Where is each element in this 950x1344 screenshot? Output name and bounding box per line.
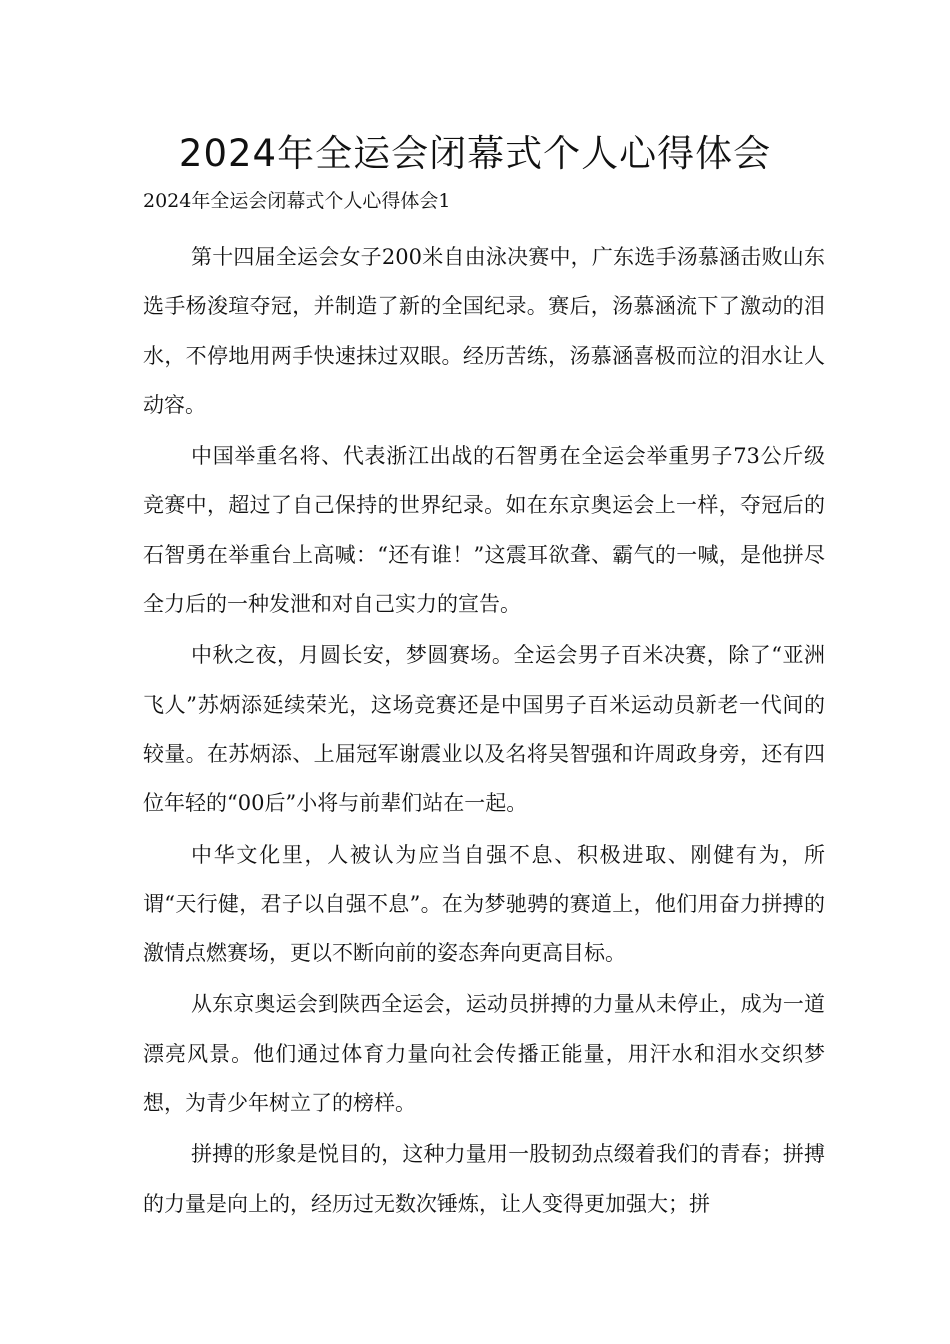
document-subtitle: 2024年全运会闭幕式个人心得体会1 bbox=[143, 190, 451, 212]
paragraph-1: 第十四届全运会女子200米自由泳决赛中，广东选手汤慕涵击败山东选手杨浚瑄夺冠，并制造了新的全国纪录。赛后，汤慕涵流下了激动的泪水，不停地用两手快速抹过双眼。经历苦练，汤慕涵喜极而泣的泪水让人动容。 bbox=[143, 245, 825, 417]
paragraph-5: 从东京奥运会到陕西全运会，运动员拼搏的力量从未停止，成为一道漂亮风景。他们通过体育力量向社会传播正能量，用汗水和泪水交织梦想，为青少年树立了的榜样。 bbox=[143, 992, 825, 1116]
paragraph-4: 中华文化里，人被认为应当自强不息、积极进取、刚健有为，所谓“天行健，君子以自强不息”。在为梦驰骋的赛道上，他们用奋力拼搏的激情点燃赛场，更以不断向前的姿态奔向更高目标。 bbox=[143, 842, 825, 966]
document-body bbox=[143, 233, 825, 1231]
paragraph-2: 中国举重名将、代表浙江出战的石智勇在全运会举重男子73公斤级竞赛中，超过了自己保持的世界纪录。如在东京奥运会上一样，夺冠后的石智勇在举重台上高喊：“还有谁！”这震耳欲聋、霸气的一喊，是他拼尽全力后的一种发泄和对自己实力的宣告。 bbox=[143, 444, 825, 617]
paragraph-3: 中秋之夜，月圆长安，梦圆赛场。全运会男子百米决赛，除了“亚洲飞人”苏炳添延续荣光，这场竞赛还是中国男子百米运动员新老一代间的较量。在苏炳添、上届冠军谢震业以及名将吴智强和许周政身旁，还有四位年轻的“00后”小将与前辈们站在一起。 bbox=[143, 643, 825, 816]
paragraph-6: 拼搏的形象是悦目的，这种力量用一股韧劲点缀着我们的青春；拼搏的力量是向上的，经历过无数次锤炼，让人变得更加强大；拼 bbox=[143, 1142, 825, 1216]
document-title: 2024年全运会闭幕式个人心得体会 bbox=[178, 132, 772, 175]
